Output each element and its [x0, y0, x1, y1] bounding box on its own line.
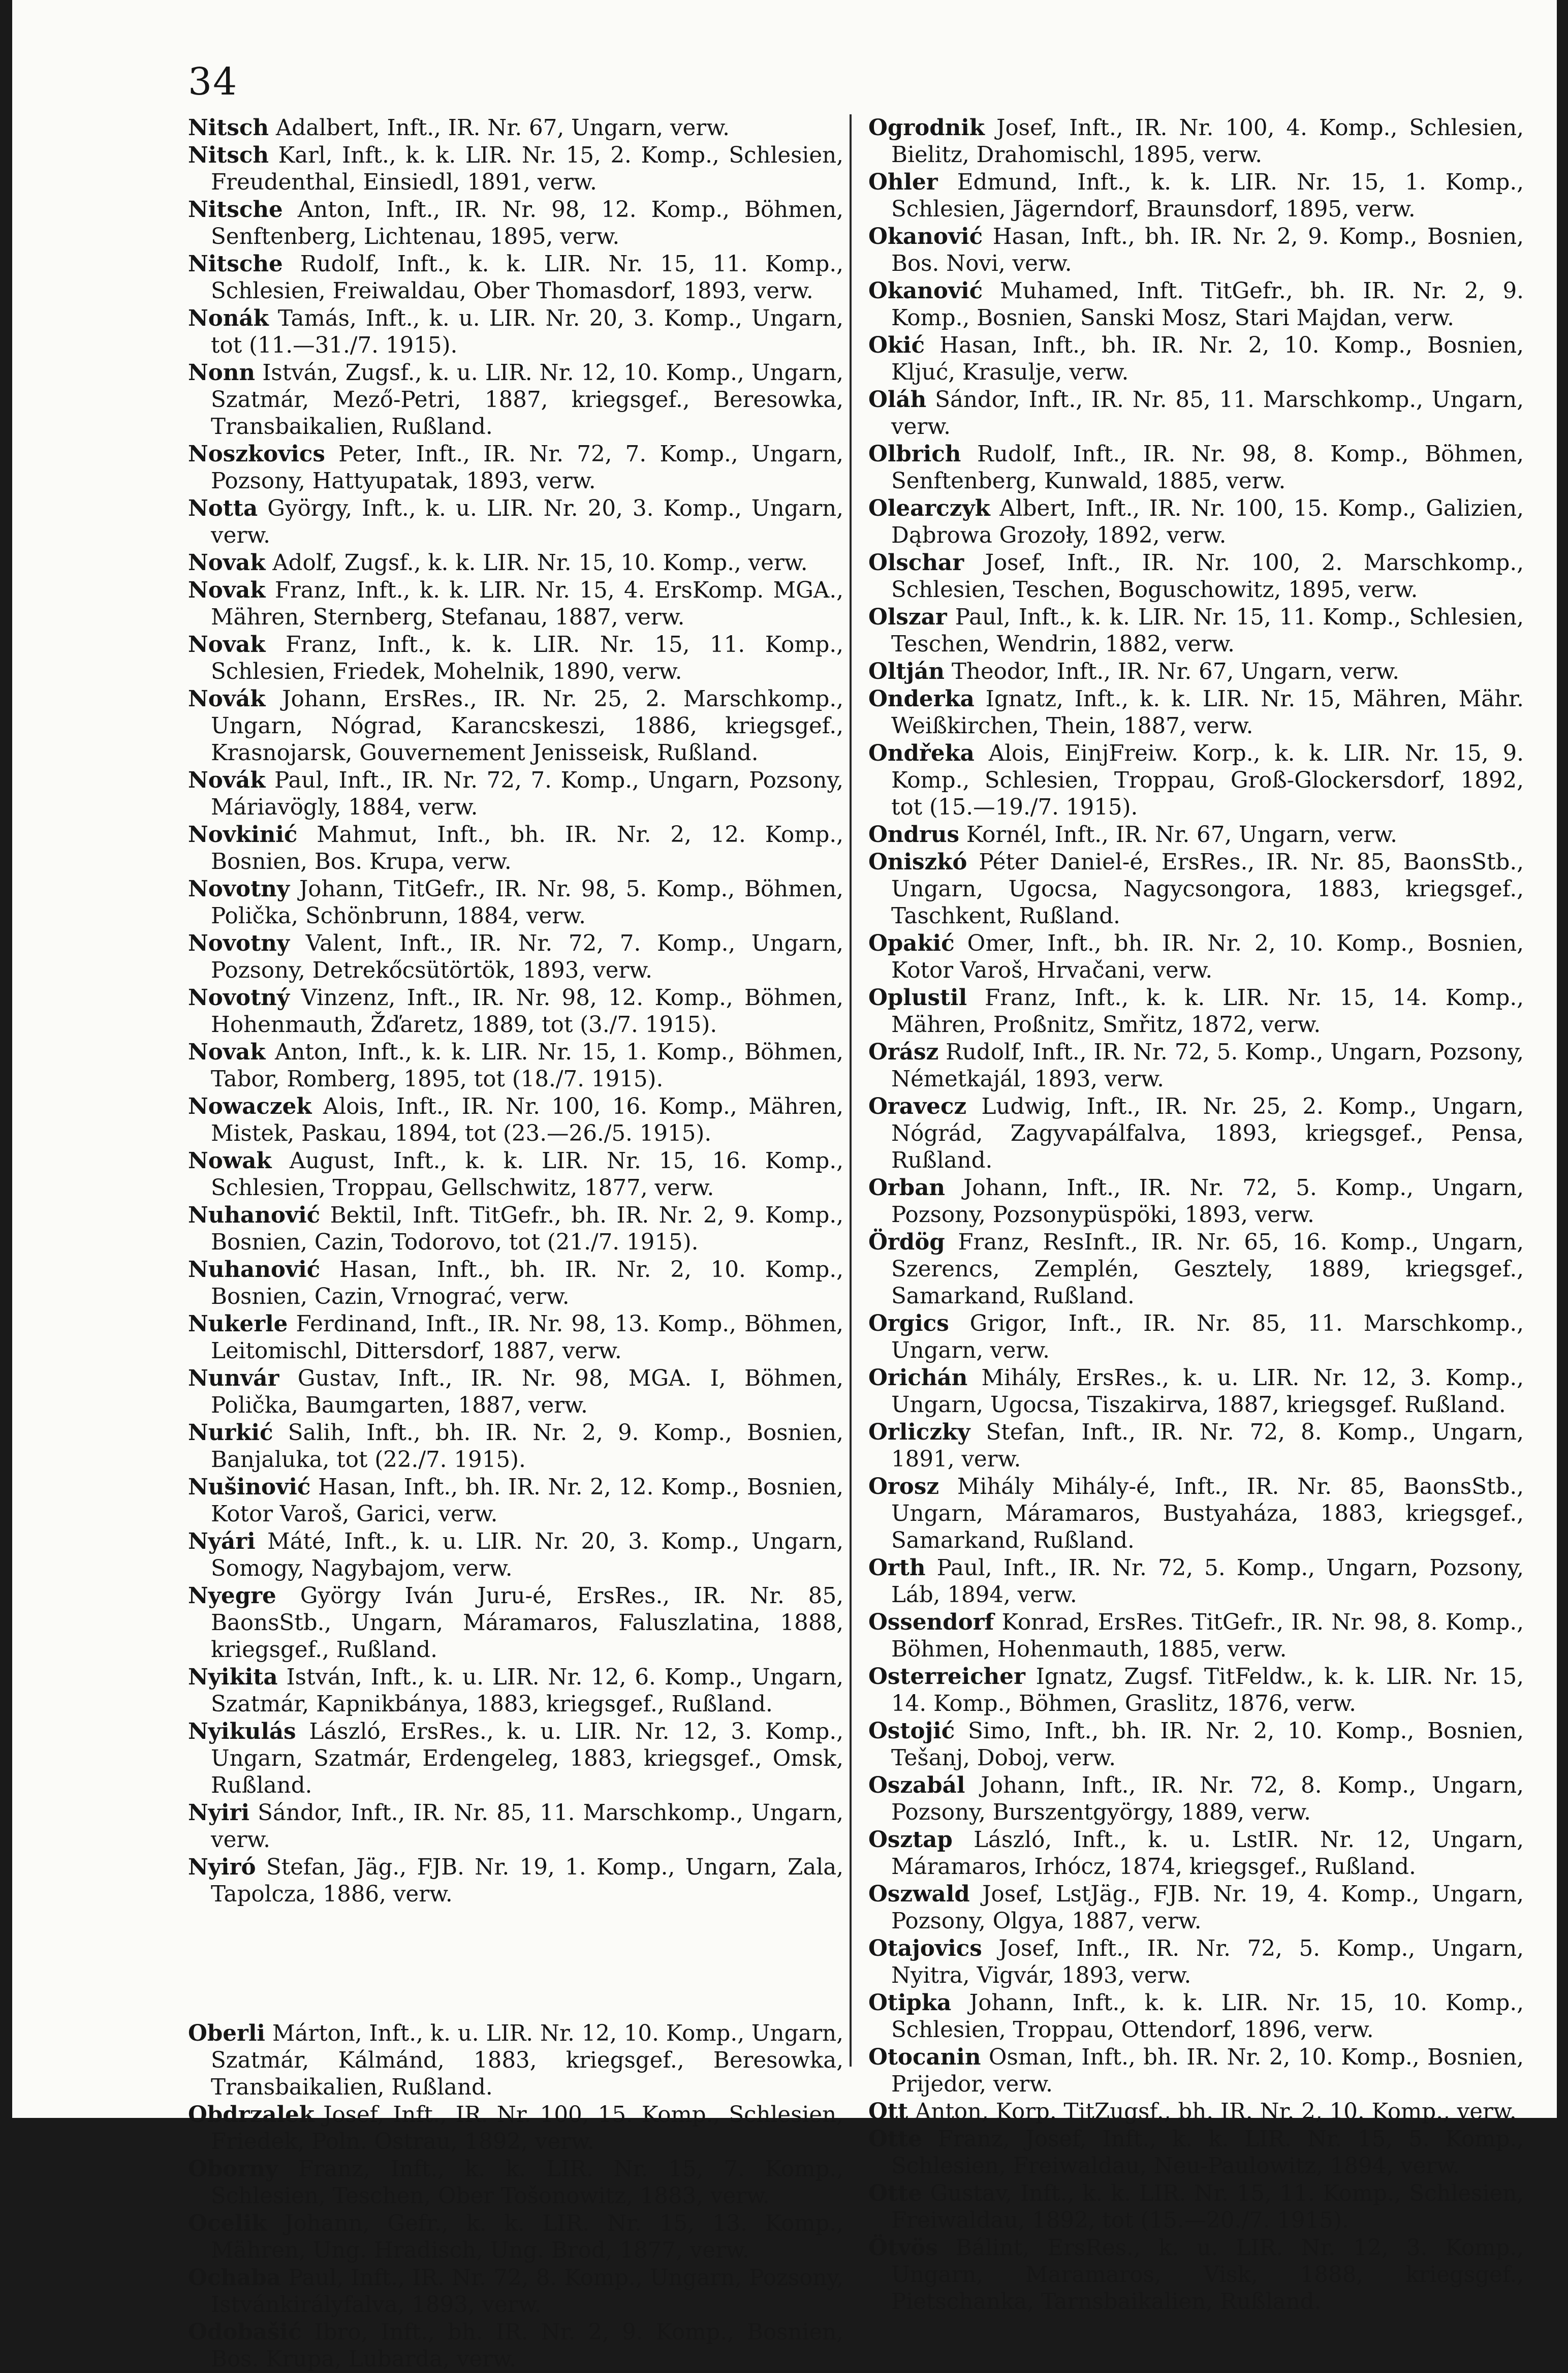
entry	[188, 359, 843, 441]
entry	[868, 277, 1524, 332]
entry-details: Josef, Inft., IR. Nr. 100, 2. Marschkomp., Schlesien, Teschen, Boguschowitz, 1895, verw.	[891, 550, 1524, 603]
entry-details: István, Zugsf., k. u. LIR. Nr. 12, 10. Komp., Ungarn, Szatmár, Mező-Petri, 1887, kriegsgef., Beresowka, Transbaikalien, Rußland.	[211, 360, 843, 440]
entry-surname: Nitsch	[188, 142, 269, 168]
entry-surname: Ohler	[868, 169, 938, 195]
entry-surname: Nyikulás	[188, 1719, 296, 1744]
entry-details: István, Inft., k. u. LIR. Nr. 12, 6. Komp., Ungarn, Szatmár, Kapnikbánya, 1883, kriegsgef., Rußland.	[211, 1665, 844, 1717]
entry-details: Bálint, ErsRes., k. u. LIR. Nr. 12, 3. Komp., Ungarn, Maramaros, Visk, 1888, kriegsgef., Pietschanka, Tarnsbaikalien, Rußland.	[891, 2235, 1524, 2315]
entry-details: Ibro, Inft., bh. IR. Nr. 2, 9. Komp., Bosnien, Bos. Krupa, Lubarda, verw.	[211, 2320, 843, 2372]
entry-details: György, Inft., k. u. LIR. Nr. 20, 3. Komp., Ungarn, verw.	[211, 496, 844, 548]
entry-details: Johann, TitGefr., IR. Nr. 98, 5. Komp., Böhmen, Polička, Schönbrunn, 1884, verw.	[211, 877, 843, 929]
entry	[868, 1093, 1524, 1174]
entry	[868, 1609, 1524, 1663]
entry	[868, 1718, 1524, 1772]
entry-surname: Nitsche	[188, 251, 283, 277]
entry-details: Mihály Mihály-é, Inft., IR. Nr. 85, BaonsStb., Ungarn, Máramaros, Bustyaháza, 1883, kriegsgef., Samarkand, Rußland.	[891, 1474, 1524, 1553]
entry-surname: Novak	[188, 550, 266, 576]
entry-surname: Ogrodnik	[868, 115, 985, 141]
entry-surname: Novotny	[188, 876, 290, 902]
entry-details: Tamás, Inft., k. u. LIR. Nr. 20, 3. Komp., Ungarn, tot (11.—31./7. 1915).	[211, 306, 844, 358]
entry-surname: Oszabál	[868, 1772, 965, 1798]
entry-surname: Nyiró	[188, 1854, 256, 1880]
entry	[188, 1854, 843, 1908]
entry-details: August, Inft., k. k. LIR. Nr. 15, 16. Komp., Schlesien, Troppau, Gellschwitz, 1877, verw.	[211, 1148, 843, 1201]
entry	[868, 1826, 1524, 1881]
entry-surname: Oborny	[188, 2156, 278, 2182]
entry-details: Josef, LstJäg., FJB. Nr. 19, 4. Komp., Ungarn, Pozsony, Olgya, 1887, verw.	[891, 1882, 1524, 1934]
entry	[188, 1256, 843, 1310]
entry	[188, 196, 843, 251]
entry	[188, 495, 843, 549]
entry-details: László, ErsRes., k. u. LIR. Nr. 12, 3. Komp., Ungarn, Szatmár, Erdengeleg, 1883, kriegsgef., Omsk, Rußland.	[211, 1719, 843, 1798]
entry-details: Alois, Inft., IR. Nr. 100, 16. Komp., Mähren, Mistek, Paskau, 1894, tot (23.—26./5. 1915).	[211, 1094, 843, 1146]
entry-details: Ludwig, Inft., IR. Nr. 25, 2. Komp., Ungarn, Nógrád, Zagyvapálfalva, 1893, kriegsgef., Pensa, Rußland.	[891, 1094, 1524, 1173]
entry-details: Franz, Inft., k. k. LIR. Nr. 15, 4. ErsKomp. MGA., Mähren, Sternberg, Stefanau, 1887, verw.	[211, 578, 843, 630]
entry-surname: Oltján	[868, 659, 945, 684]
entry-surname: Otocanin	[868, 2044, 981, 2070]
entry	[868, 332, 1524, 386]
entry-surname: Orichán	[868, 1365, 968, 1391]
entry-details: Albert, Inft., IR. Nr. 100, 15. Komp., Galizien, Dąbrowa Grozoły, 1892, verw.	[891, 496, 1524, 548]
entry-details: Paul, Inft., IR. Nr. 72, 5. Komp., Ungarn, Pozsony, Láb, 1894, verw.	[891, 1555, 1524, 1608]
entry	[868, 1554, 1524, 1609]
entry-details: Valent, Inft., IR. Nr. 72, 7. Komp., Ungarn, Pozsony, Detrekőcsütörtök, 1893, verw.	[211, 931, 843, 983]
entry-details: Paul, Inft., IR. Nr. 72, 7. Komp., Ungarn, Pozsony, Máriavögly, 1884, verw.	[211, 768, 844, 820]
entry-details: Johann, Inft., IR. Nr. 72, 5. Komp., Ungarn, Pozsony, Pozsonypüspöki, 1893, verw.	[891, 1175, 1524, 1228]
entry	[188, 685, 843, 767]
entry-details: Franz, Josef, Inft., k. k. LIR. Nr. 15, 5. Komp., Schlesien, Freiwaldau, Neu-Paulowitz, 1894, verw.	[891, 2127, 1524, 2179]
entry	[188, 1799, 843, 1854]
entry-surname: Olearczyk	[868, 495, 990, 521]
entry-details: Péter Daniel-é, ErsRes., IR. Nr. 85, BaonsStb., Ungarn, Ugocsa, Nagycsongora, 1883, kriegsgef., Taschkent, Rußland.	[891, 850, 1524, 929]
entry	[868, 169, 1524, 223]
entry-surname: Orász	[868, 1039, 939, 1065]
entry	[188, 1718, 843, 1799]
entry-surname: Nyári	[188, 1528, 256, 1554]
entry	[868, 1039, 1524, 1093]
entry-details: Josef, Inft., IR. Nr. 72, 5. Komp., Ungarn, Nyitra, Vigvár, 1893, verw.	[891, 1936, 1524, 1988]
entry-surname: Okanović	[868, 224, 983, 249]
entry	[868, 930, 1524, 984]
entry-details: Johann, ErsRes., IR. Nr. 25, 2. Marschkomp., Ungarn, Nógrad, Karancskeszi, 1886, kriegsgef., Krasnojarsk, Gouvernement Jenisseisk, Rußland.	[211, 686, 843, 766]
entry-surname: Ostojić	[868, 1718, 955, 1744]
entry	[188, 1039, 843, 1093]
entry-details: Kornél, Inft., IR. Nr. 67, Ungarn, verw.	[966, 822, 1397, 848]
entry-surname: Otte	[868, 2126, 922, 2152]
entry-details: Johann, Inft., k. k. LIR. Nr. 15, 10. Komp., Schlesien, Troppau, Ottendorf, 1896, verw.	[891, 1990, 1524, 2043]
entry-surname: Orliczky	[868, 1419, 970, 1445]
entry-details: Hasan, Inft., bh. IR. Nr. 2, 9. Komp., Bosnien, Bos. Novi, verw.	[891, 224, 1524, 276]
entry-details: Vinzenz, Inft., IR. Nr. 98, 12. Komp., Böhmen, Hohenmauth, Žďaretz, 1889, tot (3./7. 1915).	[211, 985, 844, 1038]
entry-surname: Nuhanović	[188, 1202, 321, 1228]
entry	[188, 876, 843, 930]
entry-surname: Nowak	[188, 1148, 272, 1174]
entry	[868, 1419, 1524, 1473]
entry	[868, 2234, 1524, 2316]
entry	[188, 767, 843, 821]
entry	[868, 386, 1524, 441]
entry	[188, 577, 843, 631]
entry-details: Simo, Inft., bh. IR. Nr. 2, 10. Komp., Bosnien, Tešanj, Doboj, verw.	[891, 1719, 1524, 1771]
entry-details: Edmund, Inft., k. k. LIR. Nr. 15, 1. Komp., Schlesien, Jägerndorf, Braunsdorf, 1895, verw.	[891, 170, 1524, 222]
entry-details: Mihály, ErsRes., k. u. LIR. Nr. 12, 3. Komp., Ungarn, Ugocsa, Tiszakirva, 1887, kriegsgef. Rußland.	[891, 1365, 1524, 1418]
entry-surname: Obdrzalek	[188, 2102, 315, 2128]
entry-details: Franz, Inft., k. k. LIR. Nr. 15, 11. Komp., Schlesien, Friedek, Mohelnik, 1890, verw.	[211, 632, 844, 684]
entry-details: Anton, Korp. TitZugsf., bh. IR. Nr. 2, 10. Komp., verw.	[915, 2099, 1517, 2125]
entry-details: Sándor, Inft., IR. Nr. 85, 11. Marschkomp., Ungarn, verw.	[211, 1800, 844, 1853]
entry-details: Josef, Inft., IR. Nr. 100, 4. Komp., Schlesien, Bielitz, Drahomischl, 1895, verw.	[891, 115, 1524, 168]
entry-details: Josef, Inft., IR. Nr. 100, 15. Komp., Schlesien, Friedek, Poln. Ostrau, 1892, verw.	[211, 2102, 843, 2155]
entry-surname: Noszkovics	[188, 441, 325, 467]
entry-surname: Ochaba	[188, 2265, 281, 2291]
entry-surname: Oniszkó	[868, 849, 967, 875]
entry-details: Hasan, Inft., bh. IR. Nr. 2, 10. Komp., Bosnien, Kljuć, Krasulje, verw.	[891, 333, 1524, 385]
entry-surname: Orgics	[868, 1310, 949, 1336]
entry	[188, 2264, 843, 2319]
entry-surname: Oberli	[188, 2020, 265, 2046]
entry-surname: Olszar	[868, 604, 947, 630]
entry-details: Johann, Gefr., k. k. LIR. Nr. 15, 13. Komp., Mähren, Ung. Hradisch, Ung. Brod, 1877, verw.	[211, 2211, 844, 2263]
entry-details: Sándor, Inft., IR. Nr. 85, 11. Marschkomp., Ungarn, verw.	[891, 387, 1524, 440]
left-column	[188, 114, 843, 2373]
entry-details: Bektil, Inft. TitGefr., bh. IR. Nr. 2, 9. Komp., Bosnien, Cazin, Todorovo, tot (21./7. 1915).	[211, 1203, 844, 1255]
entry-details: Rudolf, Inft., IR. Nr. 72, 5. Komp., Ungarn, Pozsony, Németkajál, 1893, verw.	[891, 1040, 1524, 1092]
entry	[188, 251, 843, 305]
entry-surname: Nuhanović	[188, 1257, 321, 1283]
entry-surname: Otte	[868, 2180, 922, 2206]
entry	[188, 1147, 843, 1202]
entry-surname: Onderka	[868, 686, 975, 712]
entry	[188, 1419, 843, 1474]
entry-surname: Nunvár	[188, 1365, 279, 1391]
entry-surname: Osztap	[868, 1827, 953, 1853]
entry-details: György Iván Juru-é, ErsRes., IR. Nr. 85, BaonsStb., Ungarn, Máramaros, Faluszlatina, 1888, kriegsgef., Rußland.	[211, 1583, 843, 1663]
column-divider	[850, 114, 852, 2067]
entry-surname: Novák	[188, 686, 266, 712]
entry-details: Paul, Inft., k. k. LIR. Nr. 15, 11. Komp., Schlesien, Teschen, Wendrin, 1882, verw.	[891, 605, 1524, 657]
entry	[188, 2319, 843, 2373]
entry-details: Salih, Inft., bh. IR. Nr. 2, 9. Komp., Bosnien, Banjaluka, tot (22./7. 1915).	[211, 1420, 843, 1473]
entry-surname: Nukerle	[188, 1311, 288, 1337]
entry-details: Gustav, Inft., k. k. LIR. Nr. 15, 11. Komp., Schlesien, Freiwaldau, 1892, tot (15.—20./7. 1915).	[891, 2181, 1524, 2233]
entry-surname: Nušinović	[188, 1474, 311, 1500]
entry	[868, 2098, 1524, 2126]
entry-surname: Ondrus	[868, 822, 959, 848]
entry	[868, 740, 1524, 821]
entry	[188, 1202, 843, 1256]
entry-surname: Novotný	[188, 985, 290, 1011]
entry-details: Stefan, Inft., IR. Nr. 72, 8. Komp., Ungarn, 1891, verw.	[891, 1420, 1524, 1472]
entry	[188, 142, 843, 196]
entry	[868, 1174, 1524, 1229]
entry-surname: Orth	[868, 1555, 926, 1581]
entry-details: Adalbert, Inft., IR. Nr. 67, Ungarn, verw.	[275, 115, 730, 141]
entry	[188, 821, 843, 876]
entry-surname: Novotny	[188, 930, 290, 956]
entry	[188, 930, 843, 984]
entry-surname: Novak	[188, 577, 266, 603]
entry	[188, 441, 843, 495]
entry	[868, 1229, 1524, 1310]
entry-surname: Nitsch	[188, 115, 269, 141]
entry-details: Franz, Inft., k. k. LIR. Nr. 15, 14. Komp., Mähren, Proßnitz, Smřitz, 1872, verw.	[891, 985, 1524, 1038]
entry	[868, 495, 1524, 549]
entry	[868, 2044, 1524, 2098]
entry-surname: Okanović	[868, 278, 983, 304]
entry-surname: Nyiri	[188, 1800, 250, 1826]
entry-details: Johann, Inft., IR. Nr. 72, 8. Komp., Ungarn, Pozsony, Burszentgyörgy, 1889, verw.	[891, 1773, 1524, 1825]
entry	[868, 1772, 1524, 1826]
entry-details: Franz, Inft., k. k. LIR. Nr. 15, 7. Komp., Schlesien, Teschen, Ober Tošonowitz, 1883, verw.	[211, 2157, 843, 2209]
entry-details: Hasan, Inft., bh. IR. Nr. 2, 12. Komp., Bosnien, Kotor Varoš, Garici, verw.	[211, 1475, 844, 1527]
entry-details: Máté, Inft., k. u. LIR. Nr. 20, 3. Komp., Ungarn, Somogy, Nagybajom, verw.	[211, 1529, 844, 1581]
entry-details: Muhamed, Inft. TitGefr., bh. IR. Nr. 2, 9. Komp., Bosnien, Sanski Mosz, Stari Majdan, verw.	[891, 278, 1524, 331]
entry	[868, 849, 1524, 930]
entry-details: Adolf, Zugsf., k. k. LIR. Nr. 15, 10. Komp., verw.	[272, 550, 808, 576]
entry-details: Rudolf, Inft., IR. Nr. 98, 8. Komp., Böhmen, Senftenberg, Kunwald, 1885, verw.	[891, 442, 1524, 494]
entry-surname: Oláh	[868, 387, 927, 413]
entry	[188, 305, 843, 359]
entry	[868, 1364, 1524, 1419]
entry	[188, 1093, 843, 1147]
entry	[188, 2020, 843, 2101]
entry	[868, 1989, 1524, 2044]
entry-details: Ignatz, Zugsf. TitFeldw., k. k. LIR. Nr. 15, 14. Komp., Böhmen, Graslitz, 1876, verw.	[891, 1664, 1524, 1716]
entry	[188, 984, 843, 1039]
entry	[188, 1528, 843, 1582]
entry	[188, 2210, 843, 2264]
entry	[868, 1935, 1524, 1989]
entry-details: Mahmut, Inft., bh. IR. Nr. 2, 12. Komp., Bosnien, Bos. Krupa, verw.	[211, 822, 843, 875]
entry-details: Márton, Inft., k. u. LIR. Nr. 12, 10. Komp., Ungarn, Szatmár, Kálmánd, 1883, kriegsgef., Beresowka, Transbaikalien, Rußland.	[211, 2021, 843, 2100]
entry-surname: Nowaczek	[188, 1094, 312, 1119]
entry-details: Anton, Inft., IR. Nr. 98, 12. Komp., Böhmen, Senftenberg, Lichtenau, 1895, verw.	[211, 197, 844, 249]
entry-surname: Nonák	[188, 305, 269, 331]
entry-details: Anton, Inft., k. k. LIR. Nr. 15, 1. Komp., Böhmen, Tabor, Romberg, 1895, tot (18./7. 1915).	[211, 1040, 844, 1092]
entry-surname: Ördög	[868, 1229, 945, 1255]
entry-surname: Novak	[188, 632, 266, 658]
entry	[868, 549, 1524, 604]
entry-surname: Odobašić	[188, 2319, 302, 2345]
right-entry-list	[868, 114, 1524, 2316]
entry	[188, 2101, 843, 2156]
entry-surname: Nurkić	[188, 1420, 273, 1446]
entry-surname: Novkinić	[188, 822, 298, 848]
entry-surname: Otipka	[868, 1990, 952, 2016]
entry-surname: Ott	[868, 2099, 908, 2125]
entry-surname: Ossendorf	[868, 1609, 994, 1635]
entry-details: Karl, Inft., k. k. LIR. Nr. 15, 2. Komp., Schlesien, Freudenthal, Einsiedl, 1891, verw.	[211, 143, 843, 195]
entry-surname: Oszwald	[868, 1881, 970, 1907]
entry-details: Alois, EinjFreiw. Korp., k. k. LIR. Nr. 15, 9. Komp., Schlesien, Troppau, Groß-Glockersdorf, 1892, tot (15.—19./7. 1915).	[891, 741, 1524, 820]
entry-details: Theodor, Inft., IR. Nr. 67, Ungarn, verw.	[951, 659, 1400, 684]
entry-details: Franz, ResInft., IR. Nr. 65, 16. Komp., Ungarn, Szerencs, Zemplén, Gesztely, 1889, kriegsgef., Samarkand, Rußland.	[891, 1230, 1524, 1309]
entry-surname: Orosz	[868, 1474, 939, 1500]
left-entry-list	[188, 114, 843, 2373]
entry-details: Hasan, Inft., bh. IR. Nr. 2, 10. Komp., Bosnien, Cazin, Vrnograć, verw.	[211, 1257, 844, 1309]
entry-surname: Ocelik	[188, 2210, 267, 2236]
entry-surname: Oravecz	[868, 1094, 967, 1119]
entry-details: Peter, Inft., IR. Nr. 72, 7. Komp., Ungarn, Pozsony, Hattyupatak, 1893, verw.	[211, 442, 843, 494]
entry	[188, 114, 843, 142]
entry	[868, 1473, 1524, 1554]
entry-surname: Otajovics	[868, 1935, 982, 1961]
entry-details: Konrad, ErsRes. TitGefr., IR. Nr. 98, 8. Komp., Böhmen, Hohenmauth, 1885, verw.	[891, 1610, 1524, 1662]
entry	[868, 1310, 1524, 1364]
entry-surname: Oplustil	[868, 985, 967, 1011]
entry	[868, 984, 1524, 1039]
entry-surname: Olschar	[868, 550, 964, 576]
entry	[188, 1474, 843, 1528]
entry-details: Paul, Inft., IR. Nr. 72, 8. Komp., Ungarn, Pozsony, Istvánkirályfalva, 1893, verw.	[211, 2265, 844, 2318]
entry	[868, 114, 1524, 169]
entry	[868, 685, 1524, 740]
entry-details: Gustav, Inft., IR. Nr. 98, MGA. I, Böhmen, Polička, Baumgarten, 1887, verw.	[211, 1366, 844, 1418]
entry	[188, 1365, 843, 1419]
entry	[868, 1881, 1524, 1935]
entry-surname: Novák	[188, 767, 266, 793]
entry	[868, 1663, 1524, 1718]
entry-details: László, Inft., k. u. LstIR. Nr. 12, Ungarn, Máramaros, Irhócz, 1874, kriegsgef., Rußland.	[891, 1827, 1524, 1880]
entry-surname: Ondřeka	[868, 740, 975, 766]
entry-details: Osman, Inft., bh. IR. Nr. 2, 10. Komp., Bosnien, Prijedor, verw.	[891, 2045, 1524, 2097]
page-number: 34	[188, 60, 238, 104]
page	[12, 0, 1557, 2372]
entry	[188, 631, 843, 685]
entry-surname: Notta	[188, 495, 258, 521]
entry	[188, 1582, 843, 1664]
entry-surname: Opakić	[868, 930, 955, 956]
entry-details: Ignatz, Inft., k. k. LIR. Nr. 15, Mähren, Mähr. Weißkirchen, Thein, 1887, verw.	[891, 686, 1524, 739]
entry-surname: Orban	[868, 1175, 946, 1201]
entry	[868, 2126, 1524, 2180]
entry-details: Grigor, Inft., IR. Nr. 85, 11. Marschkomp., Ungarn, verw.	[891, 1311, 1524, 1363]
entry-surname: Nonn	[188, 360, 256, 386]
entry-surname: Olbrich	[868, 441, 961, 467]
entry	[188, 2156, 843, 2210]
entry-details: Stefan, Jäg., FJB. Nr. 19, 1. Komp., Ungarn, Zala, Tapolcza, 1886, verw.	[211, 1855, 844, 1907]
entry	[868, 223, 1524, 277]
entry-surname: Nitsche	[188, 197, 283, 223]
entry	[188, 1310, 843, 1365]
entry-surname: Nyikita	[188, 1664, 278, 1690]
entry-details: Ferdinand, Inft., IR. Nr. 98, 13. Komp., Böhmen, Leitomischl, Dittersdorf, 1887, verw.	[211, 1312, 843, 1364]
entry-surname: Nyegre	[188, 1583, 276, 1609]
entry-surname: Ötvös	[868, 2235, 938, 2261]
entry	[868, 441, 1524, 495]
entry-surname: Osterreicher	[868, 1664, 1025, 1690]
entry-details: Omer, Inft., bh. IR. Nr. 2, 10. Komp., Bosnien, Kotor Varoš, Hrvačani, verw.	[891, 931, 1524, 983]
entry	[868, 821, 1524, 849]
entry	[188, 549, 843, 577]
right-column	[868, 114, 1524, 2316]
entry-surname: Novak	[188, 1039, 266, 1065]
entry-details: Rudolf, Inft., k. k. LIR. Nr. 15, 11. Komp., Schlesien, Freiwaldau, Ober Thomasdorf, 1893, verw.	[211, 252, 844, 304]
entry	[868, 604, 1524, 658]
entry	[868, 658, 1524, 685]
entry-surname: Okić	[868, 332, 925, 358]
entry	[188, 1664, 843, 1718]
entry	[868, 2180, 1524, 2234]
